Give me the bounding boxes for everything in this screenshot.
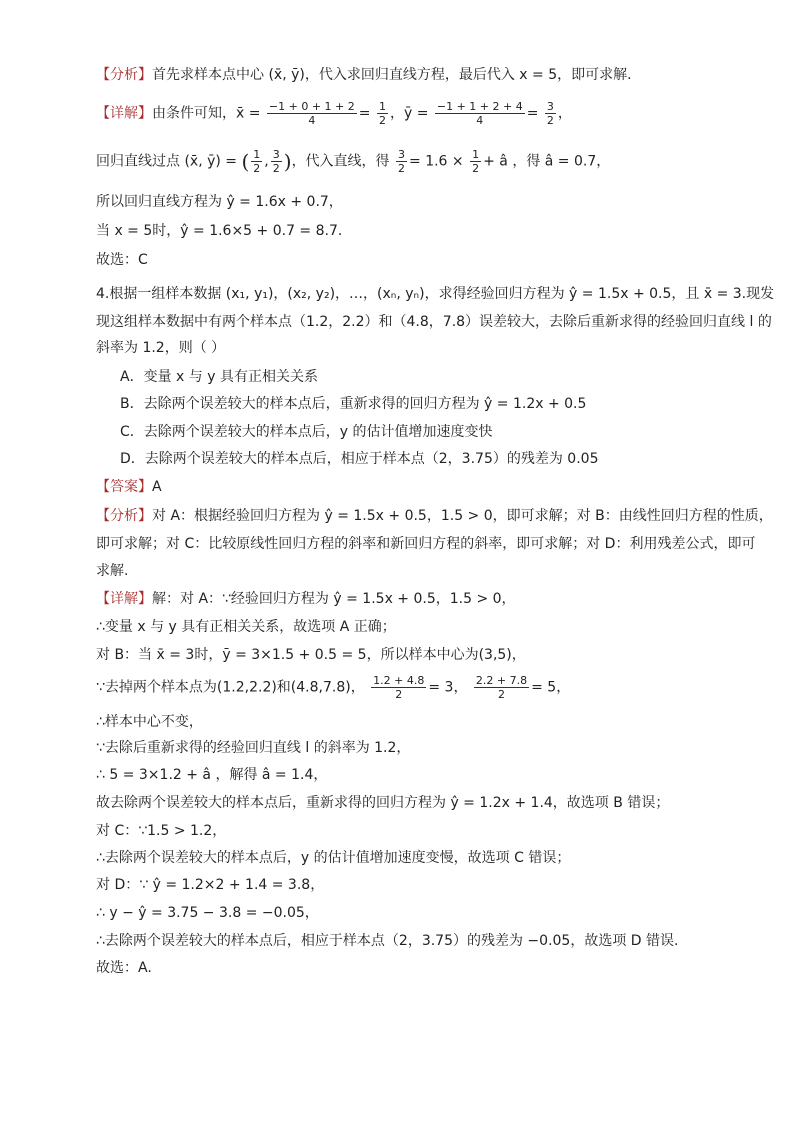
- q4-analysis-line-1: [96, 505, 773, 527]
- analysis-text: 首先求样本点中心 (x̄, ȳ)，代入求回归直线方程，最后代入 x = 5，即可求解.: [152, 67, 632, 83]
- ybar-num: −1 + 1 + 2 + 4: [436, 100, 523, 113]
- py-den: 2: [272, 162, 280, 175]
- mean-x-result: = 3，: [428, 679, 468, 696]
- detail-tag: 【详解】: [96, 105, 152, 122]
- q-den: 2: [398, 162, 406, 175]
- answer-value: A: [152, 479, 162, 495]
- px-fraction: [251, 148, 262, 175]
- px-den: 2: [253, 162, 261, 175]
- question-4-line-1: 4.根据一组样本数据 (x₁, y₁)，(x₂, y₂)，…，(xₙ, yₙ)，求得经验回归方程为 ŷ = 1.5x + 0.5，且 x̄ = 3.现发: [96, 286, 775, 302]
- q4-detail-line-8: 故去除两个误差较大的样本点后，重新求得的回归方程为 ŷ = 1.2x + 1.4，故选项 B 错误；: [96, 795, 670, 811]
- mean-x-fraction: [371, 674, 426, 701]
- q4-detail-line-9: 对 C：∵1.5 > 1.2，: [96, 823, 227, 839]
- xbar-den: 4: [308, 114, 316, 127]
- three-num: 3: [546, 100, 554, 113]
- removed-points-text: ∵去掉两个样本点为(1.2,2.2)和(4.8,7.8)，: [96, 679, 365, 696]
- q4-detail-line-1: [96, 588, 516, 610]
- q4-detail-line-4: [96, 674, 570, 701]
- eq-sign: =: [358, 105, 371, 122]
- q-num: 3: [398, 148, 406, 161]
- analysis-tag: 【分析】: [96, 67, 152, 83]
- question-4-line-2: 现这组样本数据中有两个样本点（1.2，2.2）和（4.8，7.8）误差较大，去除后重新求得的经验回归直线 l 的: [96, 314, 772, 330]
- q4-detail-line-13: ∴去除两个误差较大的样本点后，相应于样本点（2，3.75）的残差为 −0.05，故选项 D 错误.: [96, 933, 679, 949]
- q4-detail-line-12: ∴ y − ŷ = 3.75 − 3.8 = −0.05，: [96, 905, 319, 921]
- three-half-fraction: [545, 100, 556, 127]
- q4-detail-line-14: 故选：A.: [96, 960, 152, 976]
- q4-analysis-tag: 【分析】: [96, 508, 152, 524]
- eq-sign: =: [526, 105, 539, 122]
- py-fraction: [271, 148, 282, 175]
- q4-analysis-line-2: 即可求解；对 C：比较原线性回归方程的斜率和新回归方程的斜率，即可求解；对 D：利用残差公式，即可: [96, 536, 756, 552]
- option-b: B．去除两个误差较大的样本点后，重新求得的回归方程为 ŷ = 1.2x + 0.5: [120, 396, 587, 412]
- q-fraction: [396, 148, 407, 175]
- half-fraction: [377, 100, 388, 127]
- mean-x-den: 2: [395, 688, 403, 701]
- option-d: D．去除两个误差较大的样本点后，相应于样本点（2，3.75）的残差为 0.05: [120, 451, 599, 467]
- analysis-line: [96, 64, 632, 86]
- q4-detail-line-5: ∴样本中心不变，: [96, 714, 203, 730]
- q4-detail-tag: 【详解】: [96, 591, 152, 607]
- substitute-eq: = 1.6 ×: [409, 153, 464, 170]
- py-num: 3: [272, 148, 280, 161]
- prediction-line: 当 x = 5时，ŷ = 1.6×5 + 0.7 = 8.7.: [96, 223, 343, 239]
- question-4-line-3: 斜率为 1.2，则（ ）: [96, 340, 226, 356]
- answer-tag: 【答案】: [96, 479, 152, 495]
- mean-x-num: 1.2 + 4.8: [373, 674, 425, 687]
- px-num: 1: [253, 148, 261, 161]
- r-num: 1: [472, 148, 480, 161]
- mean-y-den: 2: [498, 688, 506, 701]
- xbar-fraction: [267, 100, 357, 127]
- r-fraction: [470, 148, 481, 175]
- mean-y-fraction: [474, 674, 529, 701]
- ybar-fraction: [435, 100, 525, 127]
- ybar-text: ，ȳ =: [389, 105, 429, 122]
- q4-analysis-text: 对 A：根据经验回归方程为 ŷ = 1.5x + 0.5，1.5 > 0，即可求解；对 B：由线性回归方程的性质，: [152, 508, 773, 524]
- substitute-text: ，代入直线，得: [291, 153, 390, 170]
- q4-detail-line-11: 对 D：∵ ŷ = 1.2×2 + 1.4 = 3.8，: [96, 877, 325, 893]
- three-den: 2: [546, 114, 554, 127]
- ybar-den: 4: [476, 114, 484, 127]
- detail-line: [96, 100, 572, 127]
- r-den: 2: [472, 162, 480, 175]
- choice-line: 故选：C: [96, 252, 148, 268]
- mean-y-result: = 5，: [531, 679, 571, 696]
- comma: ，: [557, 105, 572, 122]
- q4-detail-text: 解：对 A：∵经验回归方程为 ŷ = 1.5x + 0.5，1.5 > 0，: [152, 591, 516, 607]
- option-c: C．去除两个误差较大的样本点后，y 的估计值增加速度变快: [120, 424, 493, 440]
- half-num: 1: [378, 100, 386, 113]
- q4-detail-line-6: ∵去除后重新求得的经验回归直线 l 的斜率为 1.2，: [96, 740, 411, 756]
- q4-detail-line-2: ∴变量 x 与 y 具有正相关关系，故选项 A 正确；: [96, 619, 396, 635]
- option-a: A．变量 x 与 y 具有正相关关系: [120, 369, 318, 385]
- answer-line: [96, 476, 162, 498]
- point-line: 回归直线过点 (x̄, ȳ) = ( $\frac{1}{2}$ , $\frac{3}{2}$ )，代入直线，得 $\frac{3}{2}$ = 1.6 × $\frac{1}{2}$ + â ，得 â = 0.7，: [96, 148, 611, 175]
- q4-detail-line-3: 对 B：当 x̄ = 3时，ȳ = 3×1.5 + 0.5 = 5，所以样本中心为(3,5)，: [96, 647, 526, 663]
- mean-y-num: 2.2 + 7.8: [475, 674, 528, 687]
- q4-analysis-line-3: 求解.: [96, 563, 129, 579]
- regression-equation: 所以回归直线方程为 ŷ = 1.6x + 0.7，: [96, 194, 343, 210]
- intercept-result: + â ，得 â = 0.7，: [483, 153, 611, 170]
- half-den: 2: [378, 114, 386, 127]
- point-text: 回归直线过点 (x̄, ȳ) =: [96, 153, 238, 170]
- xbar-num: −1 + 0 + 1 + 2: [268, 100, 355, 113]
- paren-left: (: [241, 149, 250, 174]
- detail-text: 由条件可知，x̄ =: [152, 105, 261, 122]
- q4-detail-line-7: ∴ 5 = 3×1.2 + â ，解得 â = 1.4，: [96, 767, 328, 783]
- paren-right: ): [283, 149, 292, 174]
- q4-detail-line-10: ∴去除两个误差较大的样本点后，y 的估计值增加速度变慢，故选项 C 错误；: [96, 850, 571, 866]
